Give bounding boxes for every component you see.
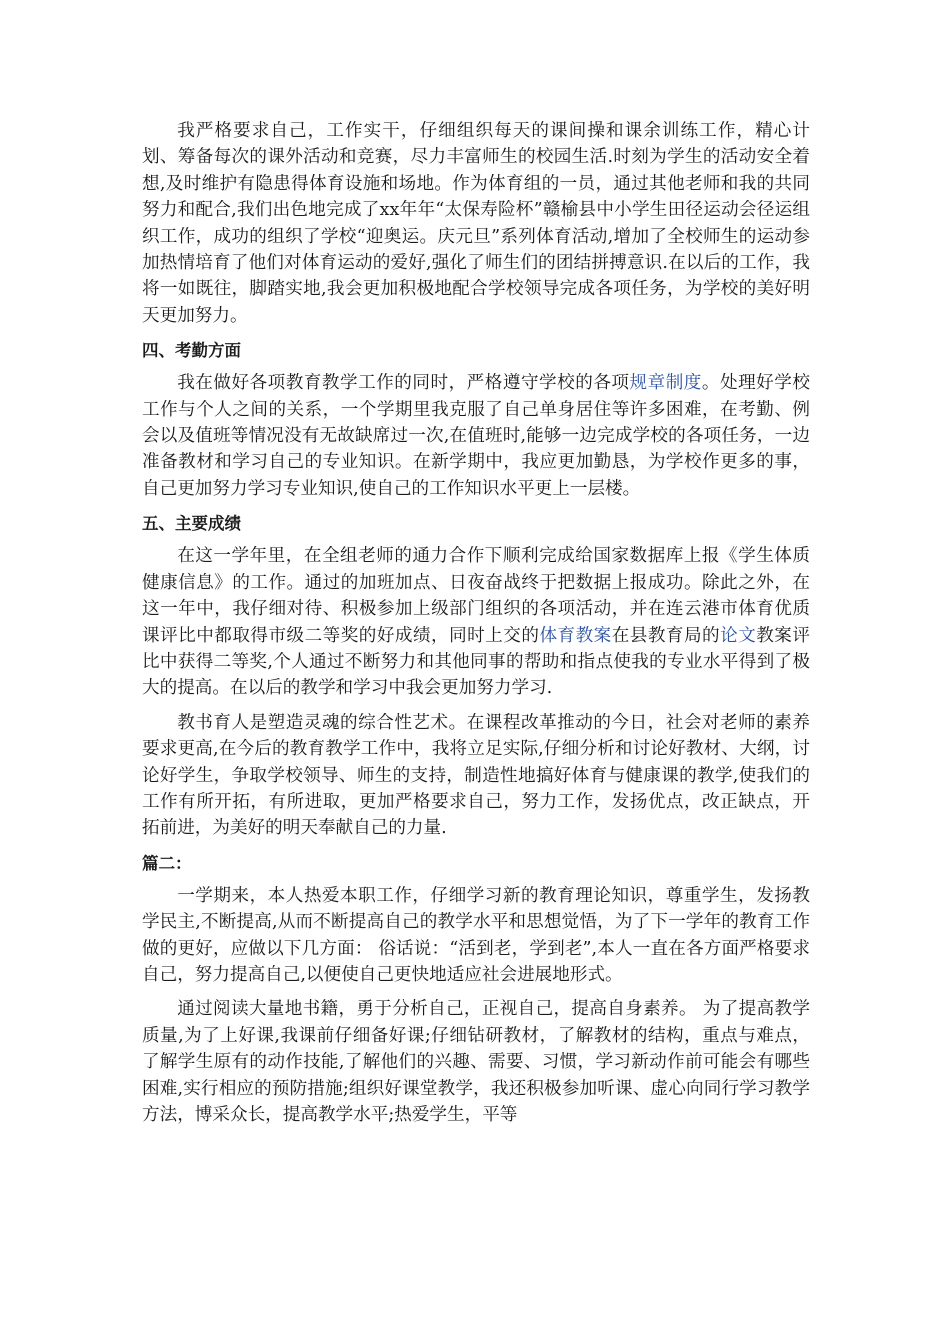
document-page <box>142 118 810 1136</box>
heading-attendance: 四、考勤方面 <box>142 341 241 361</box>
text-span: 我在做好各项教育教学工作的同时，严格遵守学校的各项 <box>177 373 630 394</box>
text-span: 在这一学年里，在全组老师的通力合作下顺利完成给国家数据库上报《学生体质健康信息》的工作。通过的加班加点、日夜奋战终于把数据上报成功。除此之外，在这一年中，我仔细对待、积极参加上级部门组织的各项活动，并在连云港市体育优质课评比中都取得市级二等奖的好成绩，同时上交的 <box>142 546 810 646</box>
paragraph-pe-work: 我严格要求自己，工作实干，仔细组织每天的课间操和课余训练工作，精心计划、筹备每次的课外活动和竞赛，尽力丰富师生的校园生活.时刻为学生的活动安全着想,及时维护有隐患得体育设施和场地。作为体育组的一员，通过其他老师和我的共同努力和配合,我们出色地完成了xx年年“太保寿险杯”赣榆县中小学生田径运动会径运组织工作，成功的组织了学校“迎奥运。庆元旦”系列体育活动,增加了全校师生的运动参加热情培育了他们对体育运动的爱好,强化了师生们的团结拼搏意识.在以后的工作，我将一如既往，脚踏实地,我会更加积极地配合学校领导完成各项任务，为学校的美好明天更加努力。 <box>142 121 810 326</box>
paragraph-teaching-art: 教书育人是塑造灵魂的综合性艺术。在课程改革推动的今日，社会对老师的素养要求更高,在今后的教育教学工作中，我将立足实际,仔细分析和讨论好教材、大纲，讨论好学生，争取学校领导、师生的支持，制造性地搞好体育与健康课的教学,使我们的工作有所开拓，有所进取，更加严格要求自己，努力工作，发扬优点，改正缺点，开拓前进，为美好的明天奉献自己的力量. <box>142 712 810 839</box>
text-span: 。处理好学校工作与个人之间的关系，一个学期里我克服了自己单身居住等许多困难，在考勤、例会以及值班等情况没有无故缺席过一次,在值班时,能够一边完成学校的各项任务，一边准备教材和学习自己的专业知识。在新学期中，我应更加勤恳，为学校作更多的事，自己更加努力学习专业知识,使自己的工作知识水平更上一层楼。 <box>142 373 810 499</box>
link-thesis[interactable]: 论文 <box>720 625 757 646</box>
link-rules[interactable]: 规章制度 <box>629 373 702 394</box>
text-span: 在县教育局的 <box>611 625 721 646</box>
paragraph-achievements <box>142 543 810 701</box>
heading-part-two: 篇二： <box>142 853 192 873</box>
text-span: 教案评比中获得二等奖,个人通过不断努力和其他同事的帮助和指点使我的专业水平得到了极大的提高。在以后的教学和学习中我会更加努力学习. <box>142 625 810 699</box>
paragraph-reading: 通过阅读大量地书籍，勇于分析自己，正视自己，提高自身素养。 为了提高教学质量,为了上好课,我课前仔细备好课;仔细钻研教材，了解教材的结构，重点与难点，了解学生原有的动作技能,了解他们的兴趣、需要、习惯，学习新动作前可能会有哪些困难,实行相应的预防措施;组织好课堂教学，我还积极参加听课、虚心向同行学习教学方法，博采众长，提高教学水平;热爱学生，平等 <box>142 999 810 1125</box>
paragraph-attendance <box>142 370 810 502</box>
link-pe-lesson-plan[interactable]: 体育教案 <box>539 625 612 646</box>
heading-achievements: 五、主要成绩 <box>142 514 241 534</box>
paragraph-semester: 一学期来，本人热爱本职工作，仔细学习新的教育理论知识，尊重学生，发扬教学民主,不断提高,从而不断提高自己的教学水平和思想觉悟，为了下一学年的教育工作做的更好，应做以下几方面： 俗话说：“活到老，学到老”,本人一直在各方面严格要求自己，努力提高自己,以便使自己更快地适应社会进展地形式。 <box>142 885 810 985</box>
